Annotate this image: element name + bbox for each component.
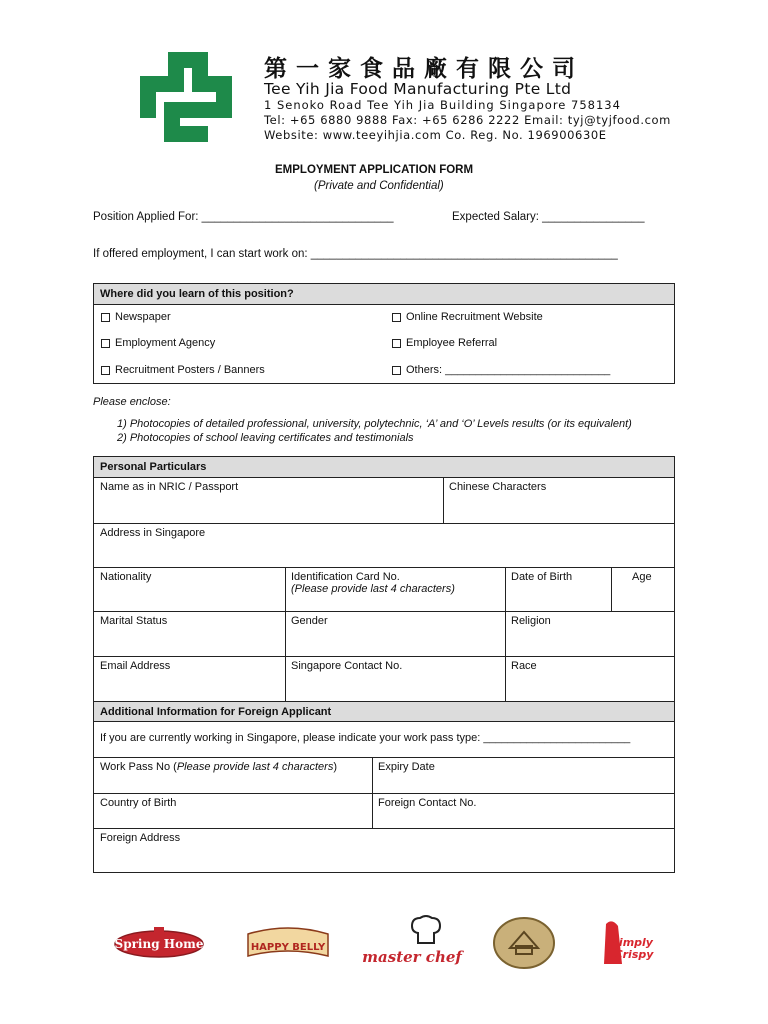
svg-text:master chef: master chef xyxy=(362,948,462,966)
position-applied-field[interactable]: Position Applied For: ______________________________ xyxy=(93,211,394,223)
option-posters-banners[interactable]: Recruitment Posters / Banners xyxy=(100,364,265,376)
country-of-birth-field[interactable]: Country of Birth xyxy=(94,793,372,828)
foreign-contact-field[interactable]: Foreign Contact No. xyxy=(372,793,674,828)
option-others[interactable]: Others: ___________________________ xyxy=(391,364,610,376)
singapore-contact-field[interactable]: Singapore Contact No. xyxy=(285,656,505,701)
email-field[interactable]: Email Address xyxy=(94,656,285,701)
option-newspaper[interactable]: Newspaper xyxy=(100,311,171,323)
checkbox-icon[interactable] xyxy=(101,339,110,348)
option-employment-agency[interactable]: Employment Agency xyxy=(100,337,215,349)
checkbox-icon[interactable] xyxy=(392,339,401,348)
svg-text:Crispy: Crispy xyxy=(614,948,654,961)
source-heading: Where did you learn of this position? xyxy=(94,284,674,305)
personal-heading: Personal Particulars xyxy=(94,457,674,478)
svg-text:Simply: Simply xyxy=(611,936,653,949)
spring-home-logo-icon xyxy=(114,925,204,963)
race-field[interactable]: Race xyxy=(505,656,674,701)
company-website: Website: www.teeyihjia.com Co. Reg. No. 196900630E xyxy=(264,128,607,142)
address-field[interactable]: Address in Singapore xyxy=(94,523,674,567)
enclose-item-2: 2) Photocopies of school leaving certificates and testimonials xyxy=(117,432,414,444)
personal-section xyxy=(93,456,675,873)
heritage-seal-logo-icon xyxy=(492,916,556,970)
svg-text:Spring Home: Spring Home xyxy=(114,937,204,951)
enclose-label: Please enclose: xyxy=(93,396,171,408)
checkbox-icon[interactable] xyxy=(101,366,110,375)
expiry-date-field[interactable]: Expiry Date xyxy=(372,757,674,793)
chinese-characters-field[interactable]: Chinese Characters xyxy=(449,481,547,493)
ic-number-field[interactable]: Identification Card No. (Please provide last 4 characters) xyxy=(285,567,505,611)
expected-salary-field[interactable]: Expected Salary: ________________ xyxy=(452,211,645,223)
svg-text:HAPPY BELLY: HAPPY BELLY xyxy=(250,942,326,953)
company-address: 1 Senoko Road Tee Yih Jia Building Singapore 758134 xyxy=(264,98,621,112)
age-field[interactable]: Age xyxy=(611,567,674,611)
name-field[interactable]: Name as in NRIC / Passport xyxy=(100,481,239,493)
simply-crispy-logo-icon xyxy=(596,918,656,970)
nationality-field[interactable]: Nationality xyxy=(94,567,285,611)
form-subtitle: (Private and Confidential) xyxy=(314,180,444,192)
option-online-recruitment[interactable]: Online Recruitment Website xyxy=(391,311,543,323)
company-contact: Tel: +65 6880 9888 Fax: +65 6286 2222 Email: tyj@tyjfood.com xyxy=(264,113,671,127)
date-of-birth-field[interactable]: Date of Birth xyxy=(505,567,611,611)
option-employee-referral[interactable]: Employee Referral xyxy=(391,337,497,349)
happy-belly-logo-icon xyxy=(244,924,332,964)
work-pass-type-field[interactable]: If you are currently working in Singapore, please indicate your work pass type: ________________________ xyxy=(100,732,631,744)
start-date-field[interactable]: If offered employment, I can start work on: ________________________________________________ xyxy=(93,248,618,260)
checkbox-icon[interactable] xyxy=(392,313,401,322)
form-title: EMPLOYMENT APPLICATION FORM xyxy=(275,164,474,176)
source-section xyxy=(93,283,675,384)
work-pass-no-field[interactable]: Work Pass No (Please provide last 4 characters) xyxy=(94,757,372,793)
company-chinese-name: 第一家食品廠有限公司 xyxy=(264,56,584,82)
checkbox-icon[interactable] xyxy=(392,366,401,375)
foreign-heading: Additional Information for Foreign Applicant xyxy=(94,701,674,722)
religion-field[interactable]: Religion xyxy=(505,611,674,656)
checkbox-icon[interactable] xyxy=(101,313,110,322)
company-logo-icon xyxy=(140,52,232,142)
master-chef-logo-icon xyxy=(362,914,462,970)
foreign-address-field[interactable]: Foreign Address xyxy=(94,828,674,872)
marital-status-field[interactable]: Marital Status xyxy=(94,611,285,656)
enclose-item-1: 1) Photocopies of detailed professional, university, polytechnic, ‘A’ and ‘O’ Levels results (or its equivalent) xyxy=(117,418,632,430)
company-name: Tee Yih Jia Food Manufacturing Pte Ltd xyxy=(264,80,572,98)
gender-field[interactable]: Gender xyxy=(285,611,505,656)
